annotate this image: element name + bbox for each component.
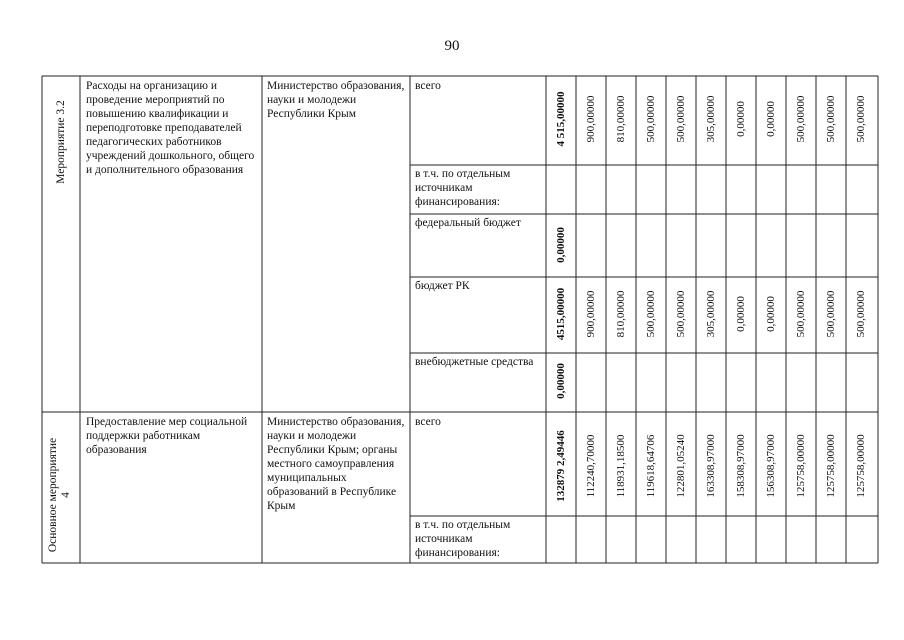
row-label: Мероприятие 3.2 [55,100,67,184]
year-value: 500,00000 [645,290,657,338]
source-name: в т.ч. по отдельным источникам финансирования: [415,519,511,559]
year-value: 0,00000 [765,101,777,137]
row-label: Основное мероприятие 4 [47,437,72,553]
year-value: 122801,05240 [675,434,687,498]
year-value: 810,00000 [615,95,627,143]
row-executor: Министерство образования, науки и молодежи Республики Крым; органы местного самоуправления муниципальных образований в Республике Крым [267,416,405,512]
page-number: 90 [444,38,460,54]
year-value: 125758,00000 [855,434,867,498]
source-name: внебюджетные средства [415,356,534,368]
year-value: 119618,64706 [645,434,657,498]
year-value: 900,00000 [585,95,597,143]
year-value: 500,00000 [675,95,687,143]
year-value: 500,00000 [825,290,837,338]
year-value: 500,00000 [795,290,807,338]
year-value: 125758,00000 [825,434,837,498]
total-value: 4515,00000 [555,287,567,341]
source-name: бюджет РК [415,280,470,292]
year-value: 163308,97000 [705,434,717,498]
year-value: 118931,18500 [615,434,627,498]
total-value: 132879 2,49446 [555,430,567,502]
source-name: федеральный бюджет [415,217,521,229]
year-value: 0,00000 [735,296,747,332]
year-value: 305,00000 [705,290,717,338]
year-value: 500,00000 [855,290,867,338]
year-value: 156308,97000 [765,434,777,498]
year-value: 112240,70000 [585,434,597,498]
total-value: 4 515,00000 [555,91,567,147]
total-value: 0,00000 [555,227,567,263]
source-name: в т.ч. по отдельным источникам финансирования: [415,168,511,208]
year-value: 500,00000 [855,95,867,143]
row-description: Расходы на организацию и проведение мероприятий по повышению квалификации и переподготовке преподавателей педагогических работников учреждений дошкольного, общего и дополнительного образования [86,80,255,176]
source-name: всего [415,80,441,92]
year-value: 500,00000 [795,95,807,143]
year-value: 500,00000 [825,95,837,143]
total-value: 0,00000 [555,363,567,399]
year-value: 810,00000 [615,290,627,338]
row-description: Предоставление мер социальной поддержки работникам образования [86,416,248,456]
year-value: 500,00000 [675,290,687,338]
year-value: 158308,97000 [735,434,747,498]
year-value: 305,00000 [705,95,717,143]
source-name: всего [415,416,441,428]
year-value: 0,00000 [735,101,747,137]
year-value: 125758,00000 [795,434,807,498]
year-value: 500,00000 [645,95,657,143]
row-executor: Министерство образования, науки и молодежи Республики Крым [267,80,405,120]
year-value: 0,00000 [765,296,777,332]
year-value: 900,00000 [585,290,597,338]
